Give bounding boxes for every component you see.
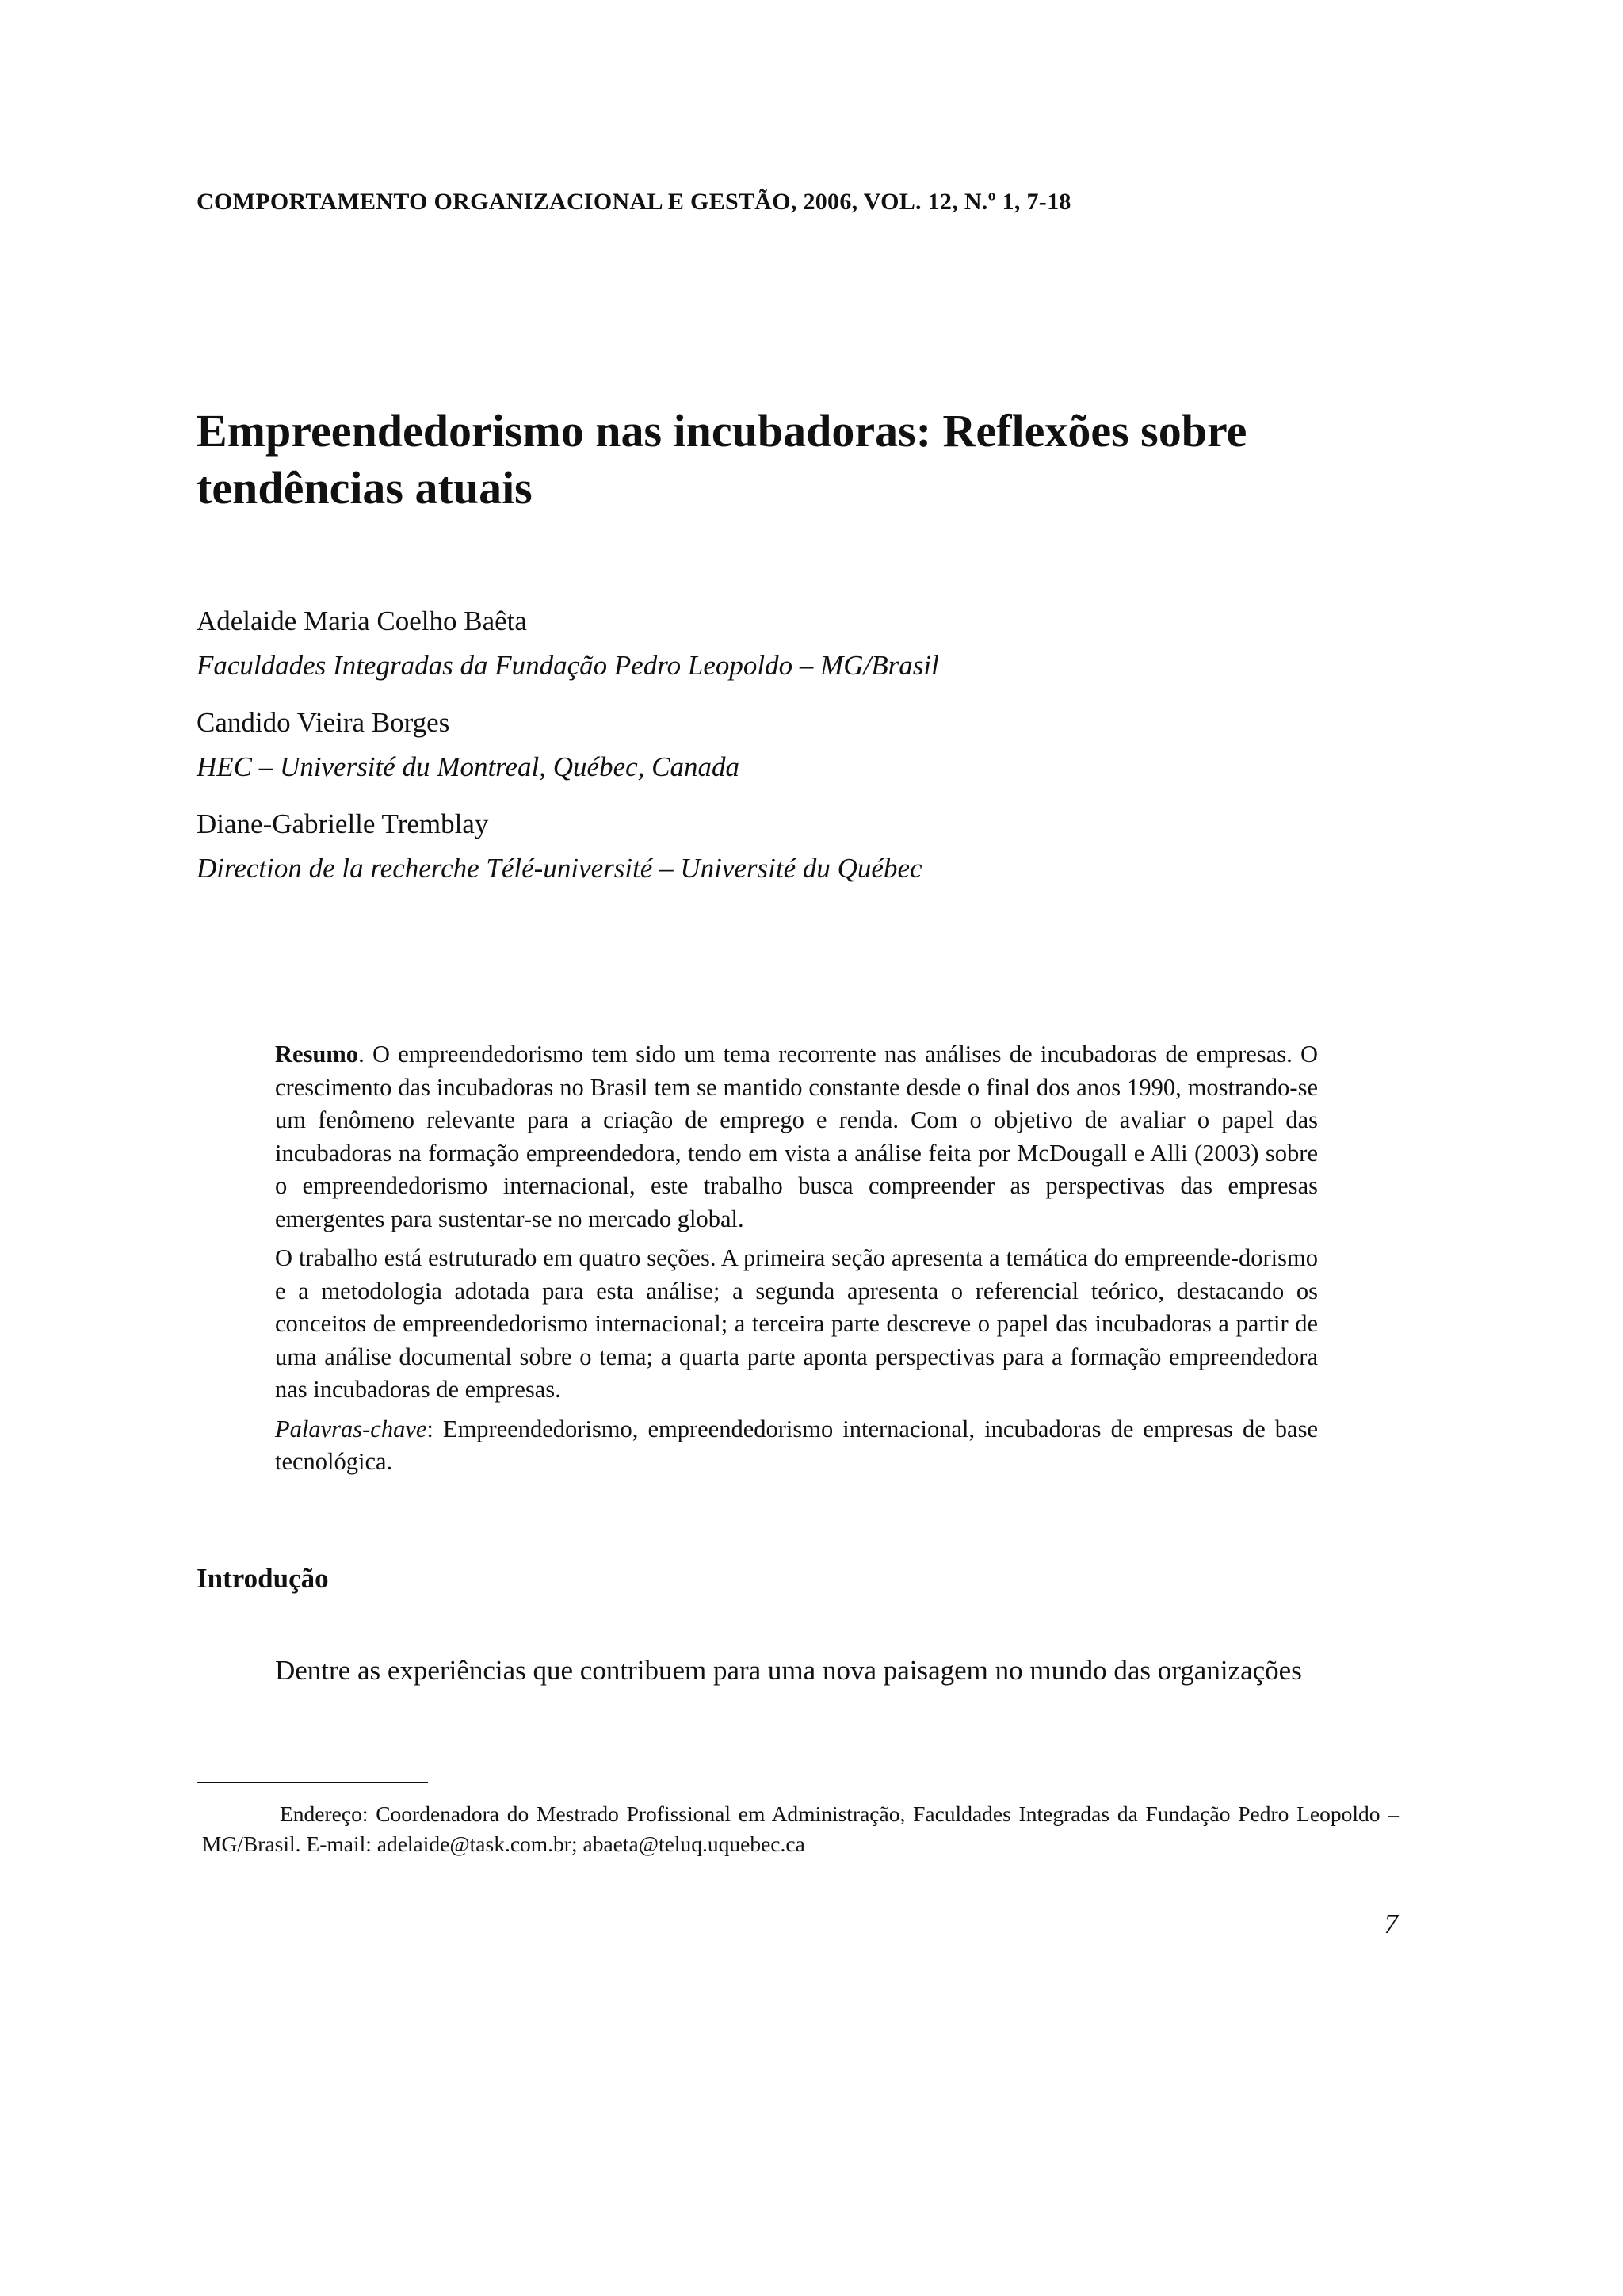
author-list	[197, 599, 1433, 904]
article-title	[197, 403, 1433, 517]
author-name: Diane-Gabrielle Tremblay	[197, 808, 489, 839]
keywords-label: Palavras-chave	[275, 1415, 427, 1442]
introduction-first-line: Dentre as experiências que contribuem para uma nova paisagem no mundo das organizações	[275, 1655, 1302, 1686]
keywords	[275, 1413, 1318, 1479]
article-title-line-2: tendências atuais	[197, 462, 533, 514]
author-name: Adelaide Maria Coelho Baêta	[197, 606, 527, 636]
author-affiliation: Direction de la recherche Télé-université – Université du Québec	[197, 853, 922, 884]
author-block	[197, 701, 1433, 789]
journal-running-header: COMPORTAMENTO ORGANIZACIONAL E GESTÃO, 2006, VOL. 12, N.º 1, 7-18	[197, 189, 1071, 215]
author-block	[197, 599, 1433, 688]
article-title-line-1: Empreendedorismo nas incubadoras: Reflexões sobre	[197, 405, 1247, 457]
author-affiliation: Faculdades Integradas da Fundação Pedro Leopoldo – MG/Brasil	[197, 650, 939, 681]
abstract-label: Resumo	[275, 1041, 359, 1068]
keywords-text: : Empreendedorismo, empreendedorismo internacional, incubadoras de empresas de base tecnológica.	[275, 1415, 1318, 1475]
page-number: 7	[1384, 1908, 1398, 1939]
author-block	[197, 802, 1433, 891]
abstract-text-1: . O empreendedorismo tem sido um tema recorrente nas análises de incubadoras de empresas. O crescimento das incubadoras no Brasil tem se mantido constante desde o final dos anos 1990, mostrando-se um fenômeno relevante para a criação de emprego e renda. Com o objetivo de avaliar o papel das incubadoras na formação empreendedora, tendo em vista a análise feita por McDougall e Alli (2003) sobre o empreendedorismo internacional, este trabalho busca compreender as perspectivas das empresas emergentes para sustentar-se no mercado global.	[275, 1041, 1318, 1232]
abstract-paragraph-1	[275, 1038, 1318, 1236]
author-affiliation: HEC – Université du Montreal, Québec, Canada	[197, 751, 739, 782]
section-heading-introduction: Introdução	[197, 1563, 329, 1594]
footnote-divider	[197, 1782, 428, 1783]
abstract-paragraph-2: O trabalho está estruturado em quatro seções. A primeira seção apresenta a temática do empreende-dorismo e a metodologia adotada para esta análise; a segunda apresenta o referencial teórico, destacando os conceitos de empreendedorismo internacional; a terceira parte descreve o papel das incubadoras a partir de uma análise documental sobre o tema; a quarta parte aponta perspectivas para a formação empreendedora nas incubadoras de empresas.	[275, 1244, 1318, 1403]
footnote: Endereço: Coordenadora do Mestrado Profissional em Administração, Faculdades Integradas da Fundação Pedro Leopoldo – MG/Brasil. E-mail: adelaide@task.com.br; abaeta@teluq.uquebec.ca	[202, 1801, 1399, 1856]
author-name: Candido Vieira Borges	[197, 707, 450, 738]
abstract	[275, 1038, 1318, 1485]
